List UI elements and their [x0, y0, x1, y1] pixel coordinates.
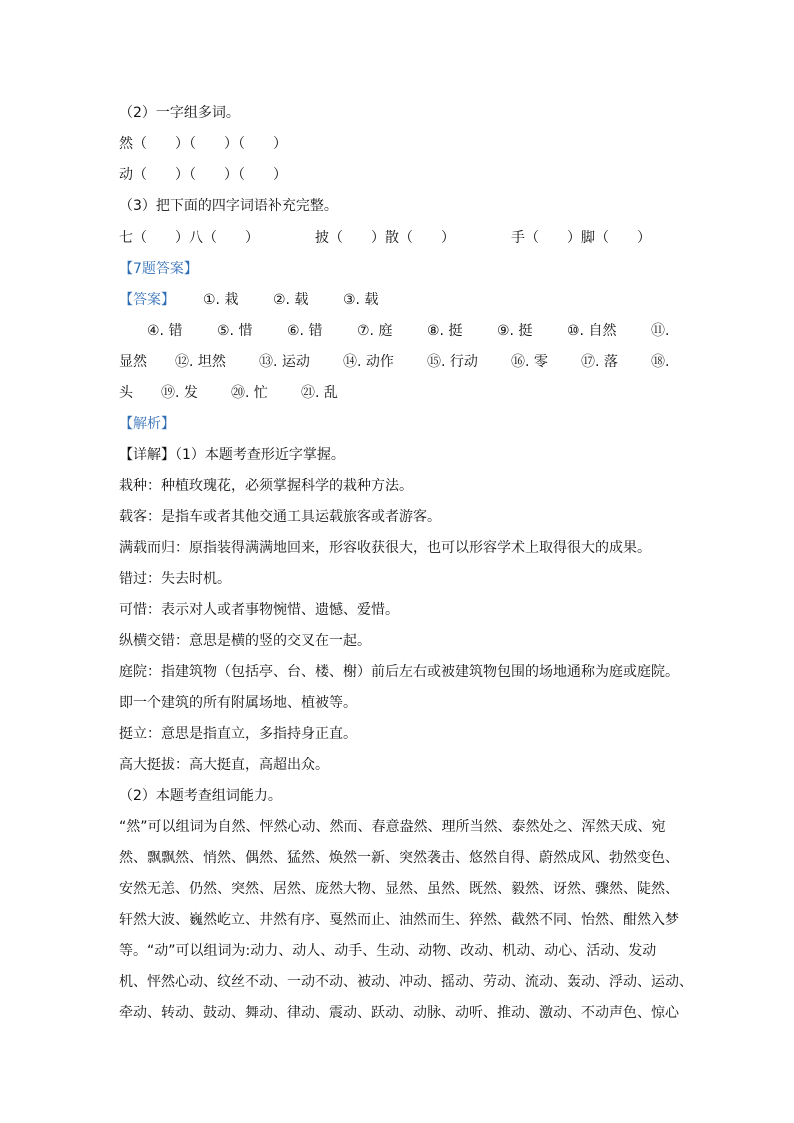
explanation-line: （2）本题考查组词能力。: [119, 788, 282, 804]
ran-fill-row: 然（ ）（ ）（ ）: [119, 136, 287, 152]
answer-section-title: 【7题答案】: [119, 261, 198, 277]
answer-item: ⑬. 运动: [259, 354, 310, 370]
detail-line: 【详解】（1）本题考查形近字掌握。: [119, 447, 345, 463]
answer-item: ⑨. 挺: [497, 323, 533, 339]
answer-item: ⑩. 自然: [567, 323, 617, 339]
explanation-line: 满载而归：原指装得满满地回来，形容收获很大，也可以形容学术上取得很大的成果。: [119, 540, 651, 556]
answer-item: ③. 载: [343, 292, 379, 308]
explanation-line: 即一个建筑的所有附属场地、植被等。: [119, 695, 357, 711]
explanation-line: 庭院：指建筑物（包括亭、台、楼、榭）前后左右或被建筑物包围的场地通称为庭或庭院。: [119, 664, 679, 680]
explanation-line: 等。“动”可以组词为:动力、动人、动手、生动、动物、改动、机动、动心、活动、发动: [119, 943, 657, 959]
explanation-line: 安然无恙、仍然、突然、居然、庞然大物、显然、虽然、既然、毅然、讶然、骤然、陡然、: [119, 881, 679, 897]
answer-item: ⑭. 动作: [343, 354, 394, 370]
explanation-line: 可惜：表示对人或者事物惋惜、遗憾、爱惜。: [119, 602, 399, 618]
explanation-line: 栽种：种植玫瑰花，必须掌握科学的栽种方法。: [119, 478, 413, 494]
answer-item: ⑱.: [651, 354, 670, 370]
answer-item: ㉑. 乱: [301, 385, 338, 401]
answer-item: 头: [119, 385, 133, 401]
part3-heading: （3）把下面的四字词语补充完整。: [119, 198, 338, 214]
answer-item: ⑮. 行动: [427, 354, 478, 370]
answer-item: ⑪.: [651, 323, 670, 339]
dong-fill-row: 动（ ）（ ）（ ）: [119, 167, 287, 183]
explanation-line: 纵横交错：意思是横的竖的交叉在一起。: [119, 633, 371, 649]
answer-item: ⑧. 挺: [427, 323, 463, 339]
idiom-blank-3: 手（ ）脚（ ）: [511, 230, 651, 246]
answer-item: ⑤. 惜: [217, 323, 253, 339]
part2-heading: （2）一字组多词。: [119, 105, 240, 121]
explanation-line: “然”可以组词为自然、怦然心动、然而、春意盎然、理所当然、泰然处之、浑然天成、宛: [119, 819, 666, 835]
answer-item: ②. 载: [273, 292, 309, 308]
answer-item: ⑰. 落: [581, 354, 618, 370]
explanation-line: 载客：是指车或者其他交通工具运载旅客或者游客。: [119, 509, 441, 525]
answer-item: ⑯. 零: [511, 354, 548, 370]
answer-item: ⑦. 庭: [357, 323, 393, 339]
explanation-line: 机、怦然心动、纹丝不动、一动不动、被动、冲动、摇动、劳动、流动、轰动、浮动、运动、: [119, 974, 693, 990]
idiom-blank-1: 七（ ）八（ ）: [119, 230, 259, 246]
explanation-line: 高大挺拔：高大挺直，高超出众。: [119, 757, 329, 773]
answer-item: ⑫. 坦然: [175, 354, 226, 370]
answer-item: 显然: [119, 354, 147, 370]
explanation-line: 然、飘飘然、悄然、偶然、猛然、焕然一新、突然袭击、悠然自得、蔚然成风、勃然变色、: [119, 850, 679, 866]
answer-item: ⑲. 发: [161, 385, 198, 401]
answer-label: 【答案】: [119, 292, 175, 308]
explanation-line: 挺立：意思是指直立，多指持身正直。: [119, 726, 357, 742]
analysis-title: 【解析】: [119, 416, 175, 432]
explanation-line: 错过：失去时机。: [119, 571, 231, 587]
answer-item: ①. 栽: [203, 292, 239, 308]
explanation-line: 轩然大波、巍然屹立、井然有序、戛然而止、油然而生、猝然、截然不同、怡然、酣然入梦: [119, 912, 679, 928]
explanation-line: 牵动、转动、鼓动、舞动、律动、震动、跃动、动脉、动听、推动、激动、不动声色、惊心: [119, 1005, 679, 1021]
answer-item: ⑥. 错: [287, 323, 323, 339]
answer-item: ④. 错: [147, 323, 183, 339]
idiom-blank-2: 披（ ）散（ ）: [315, 230, 455, 246]
answer-item: ⑳. 忙: [231, 385, 268, 401]
